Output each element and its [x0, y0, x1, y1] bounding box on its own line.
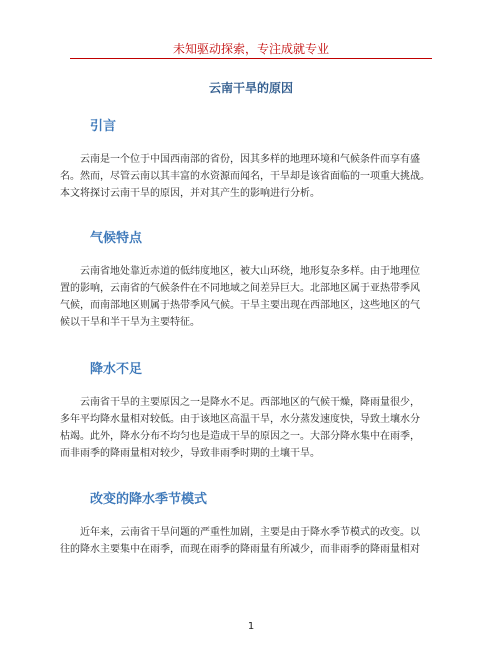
- text-line: 枯竭。此外，降水分布不均匀也是造成干旱的原因之一。大部分降水集中在雨季，: [60, 431, 420, 442]
- header-divider: [70, 58, 432, 59]
- section-body-season-pattern: [60, 524, 440, 558]
- text-line: 云南省地处靠近赤道的低纬度地区，被大山环绕，地形复杂多样。由于地理位: [60, 266, 420, 277]
- document-title: 云南干旱的原因: [208, 81, 293, 95]
- text-line: 近年来，云南省干旱问题的严重性加剧，主要是由于降水季节模式的改变。以: [60, 527, 420, 538]
- section-heading-rainfall: 降水不足: [90, 362, 143, 377]
- text-line: 而非雨季的降雨量相对较少，导致非雨季时期的土壤干旱。: [60, 448, 320, 459]
- text-line: 候以干旱和半干旱为主要特征。: [60, 317, 200, 328]
- text-line: 云南省干旱的主要原因之一是降水不足。西部地区的气候干燥，降雨量很少，: [60, 397, 420, 408]
- section-body-rainfall: [60, 394, 440, 462]
- text-line: 气候，而南部地区则属于热带季风气候。干旱主要出现在西部地区，这些地区的气: [60, 300, 420, 311]
- section-heading-season-pattern: 改变的降水季节模式: [90, 492, 208, 507]
- text-line: 云南是一个位于中国西南部的省份，因其多样的地理环境和气候条件而享有盛: [60, 154, 420, 165]
- page-number: 1: [247, 621, 255, 632]
- page-header: 未知驱动探索，专注成就专业: [172, 42, 329, 56]
- text-line: 本文将探讨云南干旱的原因，并对其产生的影响进行分析。: [60, 188, 320, 199]
- text-line: 多年平均降水量相对较低。由于该地区高温干旱，水分蒸发速度快，导致土壤水分: [60, 414, 420, 425]
- section-heading-climate: 气候特点: [90, 231, 143, 246]
- text-line: 置的影响，云南省的气候条件在不同地域之间差异巨大。北部地区属于亚热带季风: [60, 283, 420, 294]
- section-body-intro: [60, 151, 440, 202]
- text-line: 名。然而，尽管云南以其丰富的水资源而闻名，干旱却是该省面临的一项重大挑战。: [60, 171, 430, 182]
- text-line: 往的降水主要集中在雨季，而现在雨季的降雨量有所减少，而非雨季的降雨量相对: [60, 544, 420, 555]
- section-body-climate: [60, 263, 440, 331]
- section-heading-intro: 引言: [90, 119, 117, 134]
